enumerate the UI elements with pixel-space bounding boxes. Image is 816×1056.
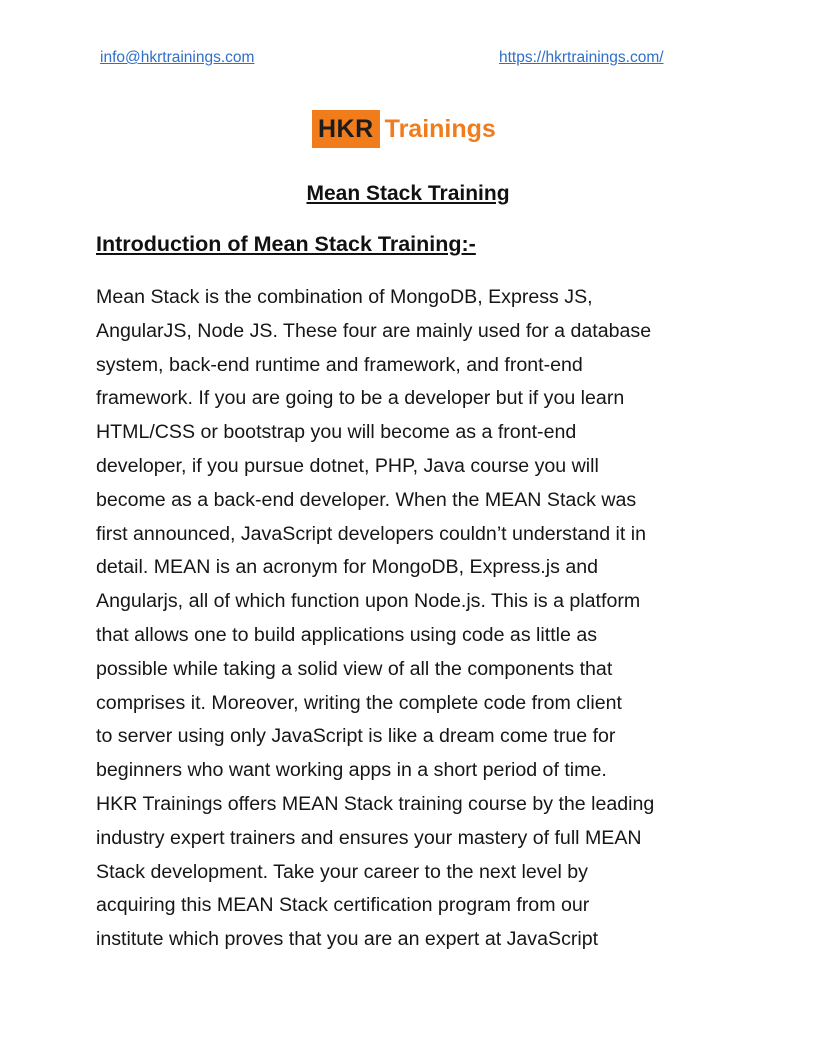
paragraph-line: become as a back-end developer. When the MEAN Stack was bbox=[96, 488, 637, 511]
paragraph-line: acquiring this MEAN Stack certification program from our bbox=[96, 894, 590, 917]
paragraph-line: Stack development. Take your career to the next level by bbox=[96, 860, 588, 883]
paragraph-line: to server using only JavaScript is like a dream come true for bbox=[96, 725, 616, 748]
paragraph-line: system, back-end runtime and framework, and front-end bbox=[96, 353, 583, 376]
section-heading: Introduction of Mean Stack Training:- bbox=[96, 232, 476, 256]
body-paragraph bbox=[96, 281, 736, 957]
document-title-wrapper bbox=[0, 182, 816, 206]
hkr-trainings-logo bbox=[312, 110, 496, 148]
paragraph-line: Mean Stack is the combination of MongoDB, Express JS, bbox=[96, 286, 593, 308]
paragraph-line: Angularjs, all of which function upon Node.js. This is a platform bbox=[96, 590, 641, 613]
paragraph-line: HTML/CSS or bootstrap you will become as a front-end bbox=[96, 421, 577, 444]
paragraph-line: HKR Trainings offers MEAN Stack training course by the leading bbox=[96, 792, 655, 815]
paragraph-line: beginners who want working apps in a short period of time. bbox=[96, 759, 607, 782]
logo-box-text: HKR bbox=[312, 110, 380, 148]
paragraph-line: possible while taking a solid view of all the components that bbox=[96, 657, 613, 680]
paragraph-line: AngularJS, Node JS. These four are mainly used for a database bbox=[96, 319, 652, 342]
email-link[interactable]: info@hkrtrainings.com bbox=[100, 49, 255, 66]
paragraph-line: developer, if you pursue dotnet, PHP, Java course you will bbox=[96, 454, 599, 477]
paragraph-line: first announced, JavaScript developers couldn’t understand it in bbox=[96, 522, 647, 545]
paragraph-line: comprises it. Moreover, writing the complete code from client bbox=[96, 691, 622, 714]
paragraph-line: institute which proves that you are an expert at JavaScript bbox=[96, 928, 599, 951]
logo-word-text: Trainings bbox=[384, 115, 496, 143]
paragraph-line: detail. MEAN is an acronym for MongoDB, Express.js and bbox=[96, 556, 599, 579]
paragraph-line: industry expert trainers and ensures your mastery of full MEAN bbox=[96, 826, 642, 849]
website-link[interactable]: https://hkrtrainings.com/ bbox=[499, 49, 664, 66]
paragraph-line: that allows one to build applications using code as little as bbox=[96, 623, 598, 646]
document-title: Mean Stack Training bbox=[306, 182, 510, 205]
paragraph-line: framework. If you are going to be a developer but if you learn bbox=[96, 387, 625, 410]
